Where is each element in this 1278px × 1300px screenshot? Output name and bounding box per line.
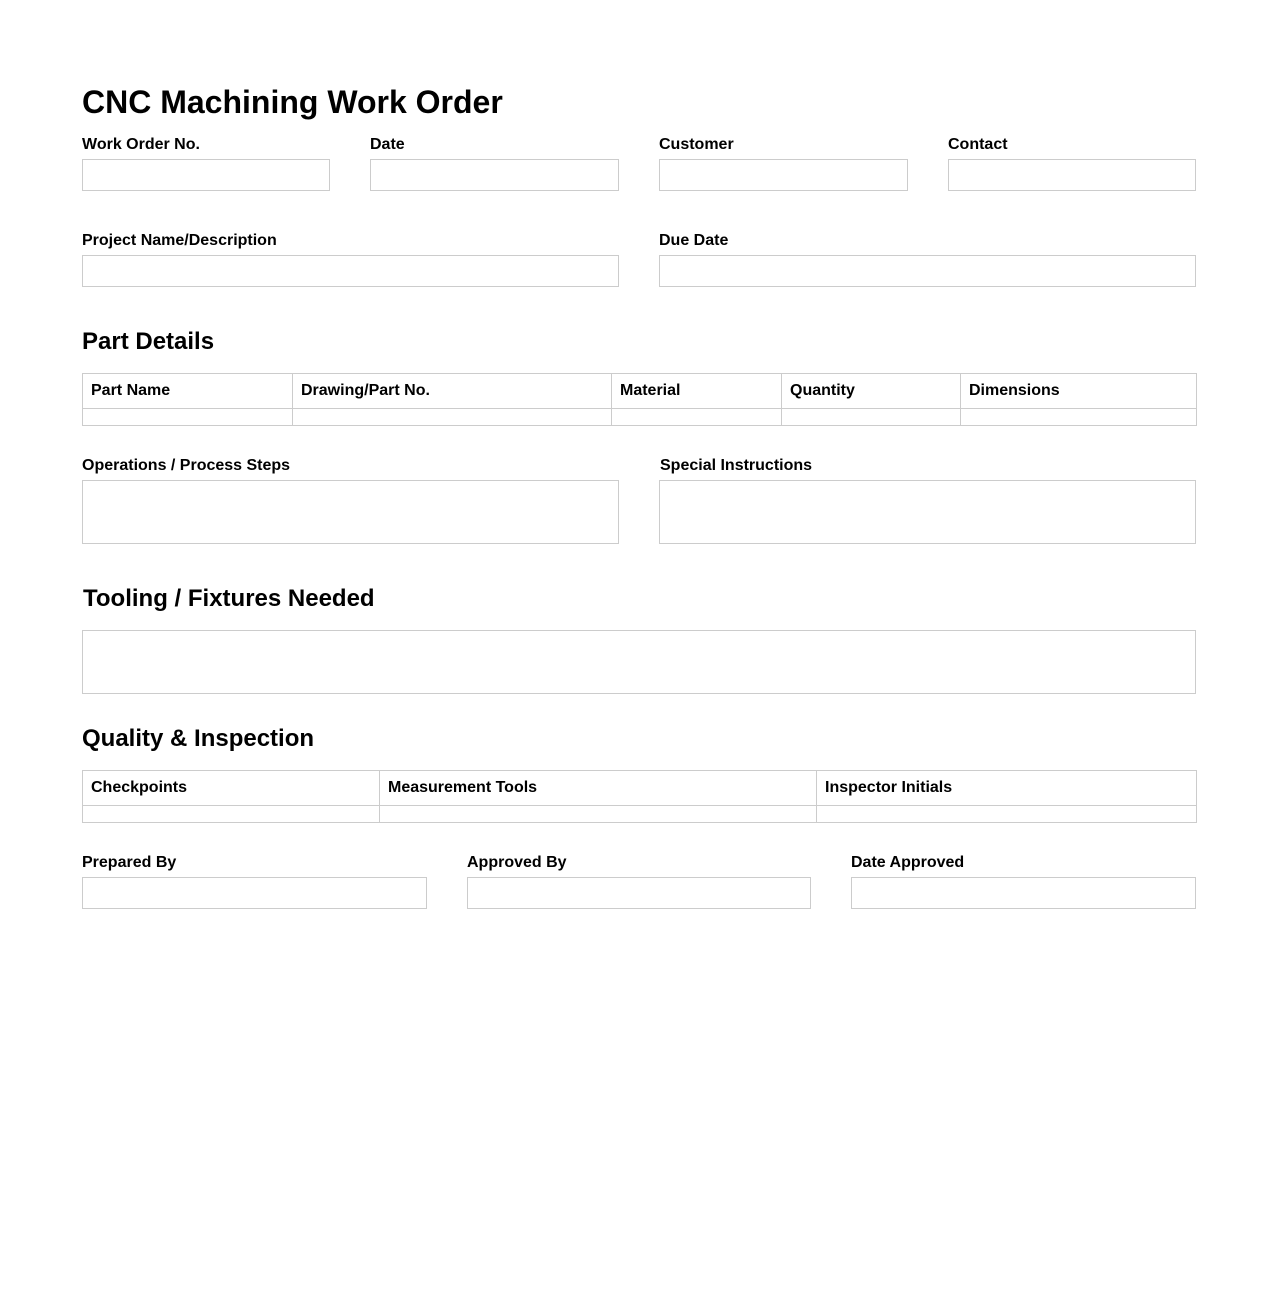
approved-by-label: Approved By: [467, 854, 567, 871]
column-header-measurement-tools: Measurement Tools: [380, 771, 817, 806]
column-header-quantity: Quantity: [782, 374, 961, 409]
contact-label: Contact: [948, 136, 1008, 153]
table-row: [83, 806, 1197, 823]
column-header-checkpoints: Checkpoints: [83, 771, 380, 806]
column-header-material: Material: [612, 374, 782, 409]
page-title: CNC Machining Work Order: [82, 84, 503, 120]
contact-field[interactable]: [948, 159, 1196, 191]
prepared-by-field[interactable]: [82, 877, 427, 909]
quantity-cell[interactable]: [782, 409, 961, 426]
inspector-initials-cell[interactable]: [817, 806, 1197, 823]
tooling-heading: Tooling / Fixtures Needed: [83, 585, 375, 612]
quality-inspection-heading: Quality & Inspection: [82, 725, 315, 752]
date-label: Date: [370, 136, 405, 153]
date-approved-label: Date Approved: [851, 854, 965, 871]
project-name-field[interactable]: [82, 255, 619, 287]
material-cell[interactable]: [612, 409, 782, 426]
due-date-field[interactable]: [659, 255, 1196, 287]
column-header-dimensions: Dimensions: [961, 374, 1197, 409]
work-order-no-label: Work Order No.: [82, 136, 200, 153]
column-header-part-name: Part Name: [83, 374, 293, 409]
part-details-table: [82, 373, 1197, 426]
drawing-part-no-cell[interactable]: [293, 409, 612, 426]
date-approved-field[interactable]: [851, 877, 1196, 909]
part-details-heading: Part Details: [82, 328, 215, 355]
checkpoints-cell[interactable]: [83, 806, 380, 823]
special-instructions-textarea[interactable]: [659, 480, 1196, 544]
project-name-label: Project Name/Description: [82, 232, 277, 249]
customer-label: Customer: [659, 136, 734, 153]
measurement-tools-cell[interactable]: [380, 806, 817, 823]
part-name-cell[interactable]: [83, 409, 293, 426]
tooling-textarea[interactable]: [82, 630, 1196, 694]
column-header-drawing-part-no: Drawing/Part No.: [293, 374, 612, 409]
table-row: [83, 409, 1197, 426]
dimensions-cell[interactable]: [961, 409, 1197, 426]
date-field[interactable]: [370, 159, 619, 191]
approved-by-field[interactable]: [467, 877, 811, 909]
operations-textarea[interactable]: [82, 480, 619, 544]
due-date-label: Due Date: [659, 232, 729, 249]
prepared-by-label: Prepared By: [82, 854, 177, 871]
special-instructions-label: Special Instructions: [660, 457, 813, 474]
quality-inspection-table: [82, 770, 1197, 823]
work-order-no-field[interactable]: [82, 159, 330, 191]
customer-field[interactable]: [659, 159, 908, 191]
column-header-inspector-initials: Inspector Initials: [817, 771, 1197, 806]
operations-label: Operations / Process Steps: [82, 457, 291, 474]
